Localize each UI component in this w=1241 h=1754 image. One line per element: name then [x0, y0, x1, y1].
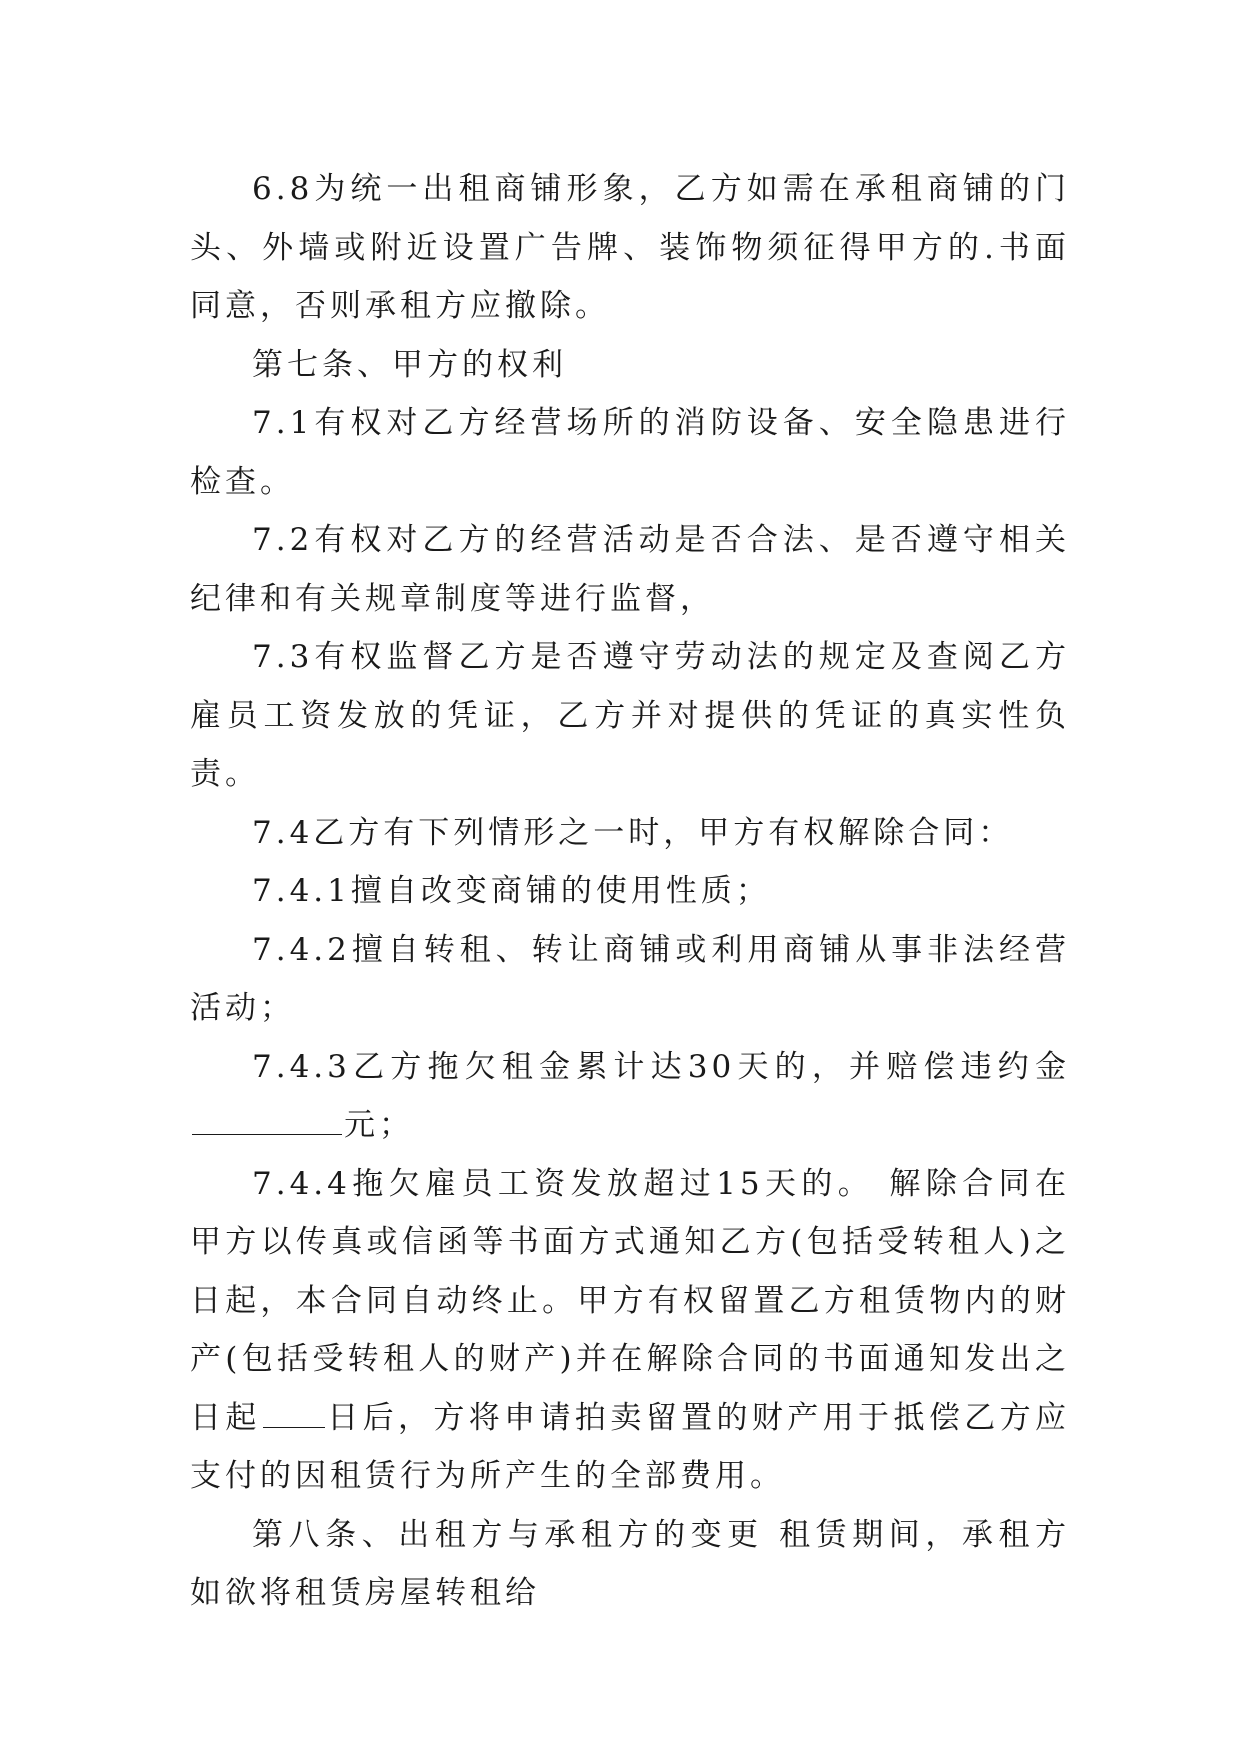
article-7-heading: 第七条、甲方的权利 — [252, 346, 567, 383]
clause-7-4-3 — [190, 1038, 1070, 1155]
days-blank — [263, 1397, 325, 1428]
clause-7-4-4-text: 7.4.4拖欠雇员工资发放超过15天的。 解除合同在甲方以传真或信函等书面方式通知乙方(包括受转租人)之日起，本合同自动终止。甲方有权留置乙方租赁物内的财产(包括受转租人的财产)并在解除合同的书面通知发出之日起 — [190, 1165, 1070, 1436]
document-body — [190, 160, 1070, 1623]
clause-7-4: 7.4乙方有下列情形之一时，甲方有权解除合同： — [252, 814, 1014, 851]
clause-7-4-4-rest: 日后，方将申请拍卖留置的财产用于抵偿乙方应支付的因租赁行为所产生的全部费用。 — [190, 1399, 1071, 1494]
article-8-heading: 第八条、出租方与承租方的变更 租赁期间，承租方如欲将租赁房屋转租给 — [190, 1516, 1070, 1611]
clause-7-4-2: 7.4.2擅自转租、转让商铺或利用商铺从事非法经营活动； — [190, 931, 1070, 1026]
penalty-amount-blank — [192, 1104, 342, 1135]
clause-7-4-4 — [190, 1155, 1070, 1506]
clause-7-1: 7.1有权对乙方经营场所的消防设备、安全隐患进行检查。 — [190, 405, 1070, 500]
clause-6-8: 6.8为统一出租商铺形象，乙方如需在承租商铺的门头、外墙或附近设置广告牌、装饰物须征得甲方的.书面同意，否则承租方应撤除。 — [190, 171, 1070, 324]
clause-7-2: 7.2有权对乙方的经营活动是否合法、是否遵守相关纪律和有关规章制度等进行监督， — [190, 522, 1070, 617]
clause-7-4-3-unit: 元； — [344, 1107, 414, 1143]
clause-7-4-1: 7.4.1擅自改变商铺的使用性质； — [252, 873, 771, 909]
clause-7-4-3-text: 7.4.3乙方拖欠租金累计达30天的，并赔偿违约金 — [252, 1048, 1070, 1085]
clause-7-3: 7.3有权监督乙方是否遵守劳动法的规定及查阅乙方雇员工资发放的凭证，乙方并对提供的凭证的真实性负责。 — [190, 639, 1070, 792]
